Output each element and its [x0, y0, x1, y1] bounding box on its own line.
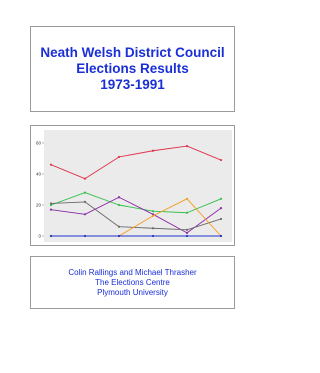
series-4-point	[118, 226, 120, 228]
series-2-point	[220, 198, 222, 200]
series-2-point	[186, 212, 188, 214]
organisation: The Elections Centre	[95, 277, 170, 287]
series-2-point	[118, 204, 120, 206]
series-1-point	[84, 178, 86, 180]
title-line-2: Elections Results	[76, 61, 189, 76]
series-1-point	[220, 159, 222, 161]
series-6-point	[84, 235, 86, 237]
y-tick-label: 40	[35, 171, 41, 177]
series-1-point	[152, 150, 154, 152]
series-4-point	[50, 202, 52, 204]
title-box	[30, 26, 235, 112]
y-tick-label: 0	[38, 233, 41, 239]
series-6-point	[50, 235, 52, 237]
series-1-point	[118, 156, 120, 158]
series-3-point	[186, 232, 188, 234]
results-chart	[30, 125, 235, 246]
series-3-point	[118, 196, 120, 198]
series-6-point	[152, 235, 154, 237]
y-tick-label: 60	[35, 140, 41, 146]
series-3-point	[84, 213, 86, 215]
series-4-point	[84, 201, 86, 203]
university: Plymouth University	[97, 287, 168, 297]
title-line-3: 1973-1991	[100, 77, 165, 92]
series-6-point	[118, 235, 120, 237]
series-3-point	[220, 207, 222, 209]
title-line-1: Neath Welsh District Council	[40, 45, 225, 60]
series-6-point	[220, 235, 222, 237]
series-2-point	[84, 192, 86, 194]
credits-box	[30, 256, 235, 309]
series-2-point	[152, 210, 154, 212]
series-1-point	[186, 145, 188, 147]
series-4-point	[186, 229, 188, 231]
authors: Colin Rallings and Michael Thrasher	[68, 267, 197, 277]
chart-svg	[31, 126, 234, 245]
series-5-point	[152, 215, 154, 217]
y-tick-label: 20	[35, 202, 41, 208]
series-3-point	[50, 209, 52, 211]
series-1-point	[50, 164, 52, 166]
series-5-point	[186, 198, 188, 200]
series-4-point	[220, 218, 222, 220]
series-4-point	[152, 227, 154, 229]
series-6-point	[186, 235, 188, 237]
